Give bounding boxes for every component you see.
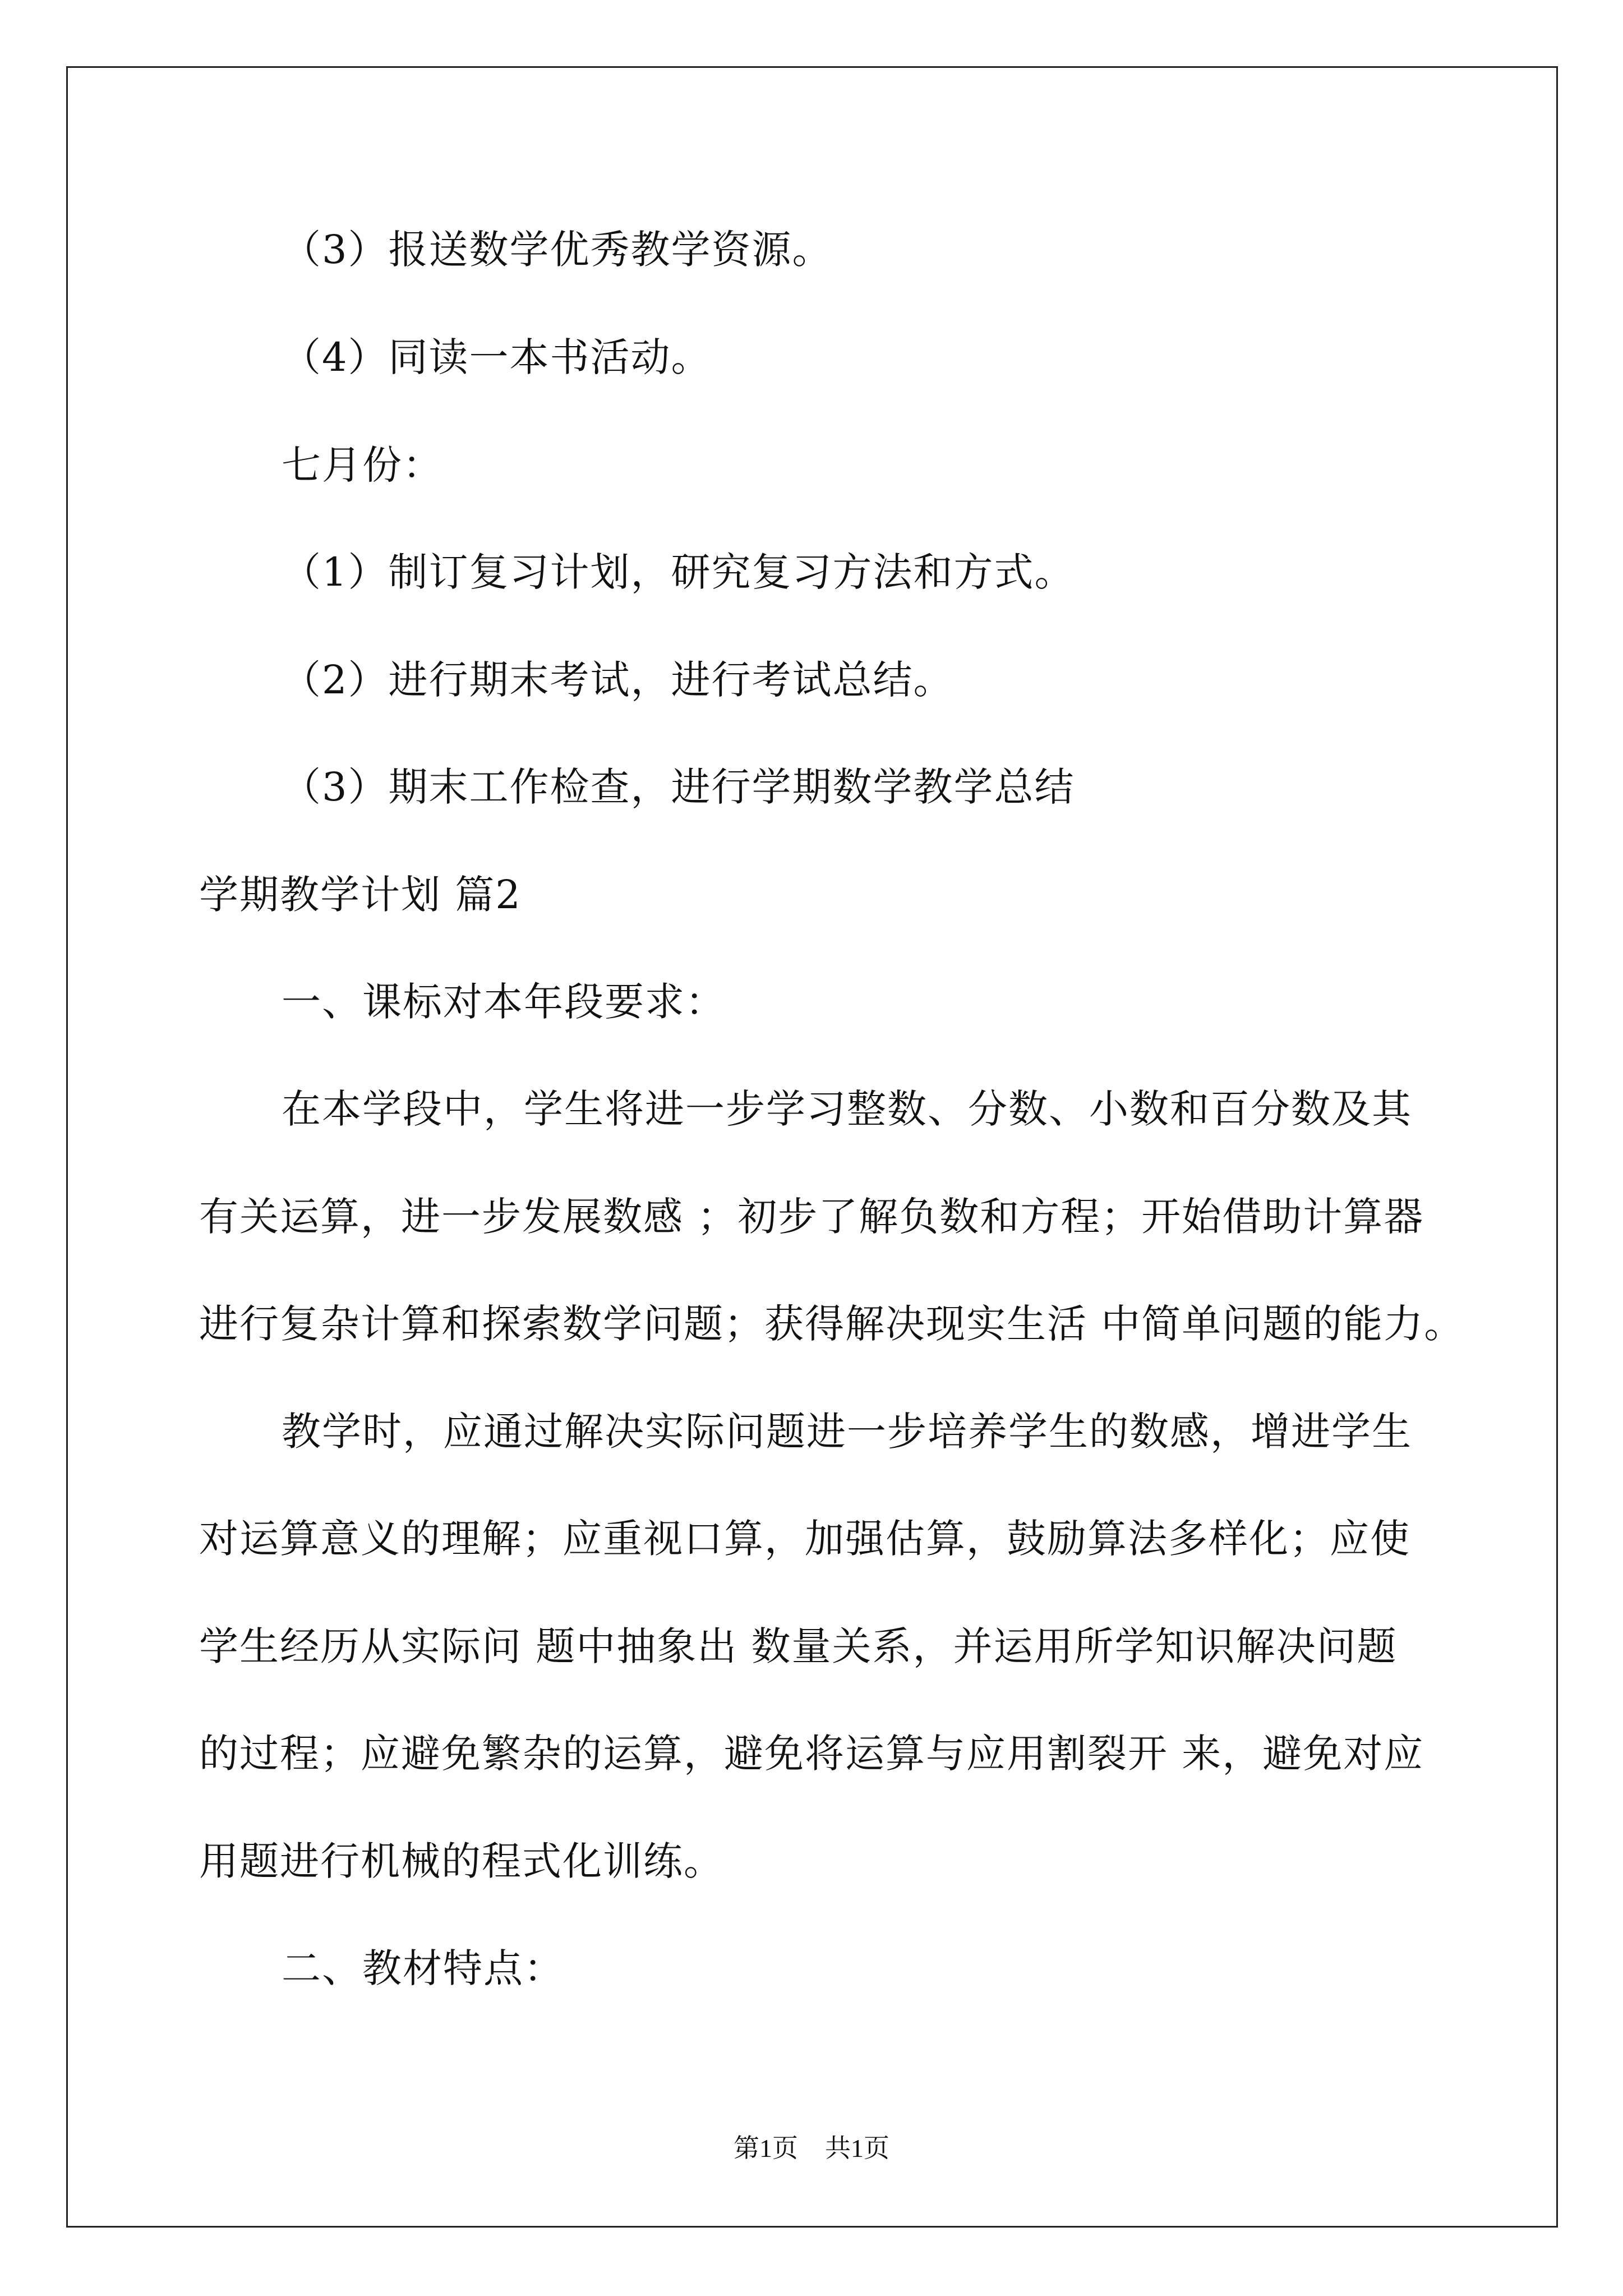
heading-textbook-features: 二、教材特点： [282,1945,564,1991]
page-border [66,66,1558,2228]
paragraph-line: 进行复杂计算和探索数学问题；获得解决现实生活 中简单问题的能力。 [199,1301,1465,1347]
list-item-final-check: （3）期末工作检查，进行学期数学教学总结 [282,764,1075,810]
list-item-review-plan: （1）制订复习计划，研究复习方法和方式。 [282,549,1075,595]
month-heading-july: 七月份： [282,442,443,488]
paragraph-line: 在本学段中，学生将进一步学习整数、分数、小数和百分数及其 [282,1086,1412,1132]
page-total: 共1页 [825,2134,889,2162]
paragraph-line: 对运算意义的理解；应重视口算，加强估算，鼓励算法多样化；应使 [199,1516,1410,1562]
paragraph-line: 用题进行机械的程式化训练。 [199,1838,724,1884]
page-footer [0,2132,1623,2165]
list-item-reading-activity: （4）同读一本书活动。 [282,334,712,380]
paragraph-line: 教学时，应通过解决实际问题进一步培养学生的数感，增进学生 [282,1409,1412,1455]
heading-curriculum-requirements: 一、课标对本年段要求： [282,979,726,1025]
list-item-report-resources: （3）报送数学优秀教学资源。 [282,227,833,273]
paragraph-line: 有关运算，进一步发展数感 ；初步了解负数和方程；开始借助计算器 [199,1194,1424,1240]
list-item-final-exam: （2）进行期末考试，进行考试总结。 [282,657,954,703]
page-number: 第1页 [734,2134,798,2162]
paragraph-line: 的过程；应避免繁杂的运算，避免将运算与应用割裂开 来，避免对应 [199,1731,1424,1777]
section-title: 学期教学计划 篇2 [199,872,522,918]
paragraph-line: 学生经历从实际问 题中抽象出 数量关系，并运用所学知识解决问题 [199,1623,1398,1669]
